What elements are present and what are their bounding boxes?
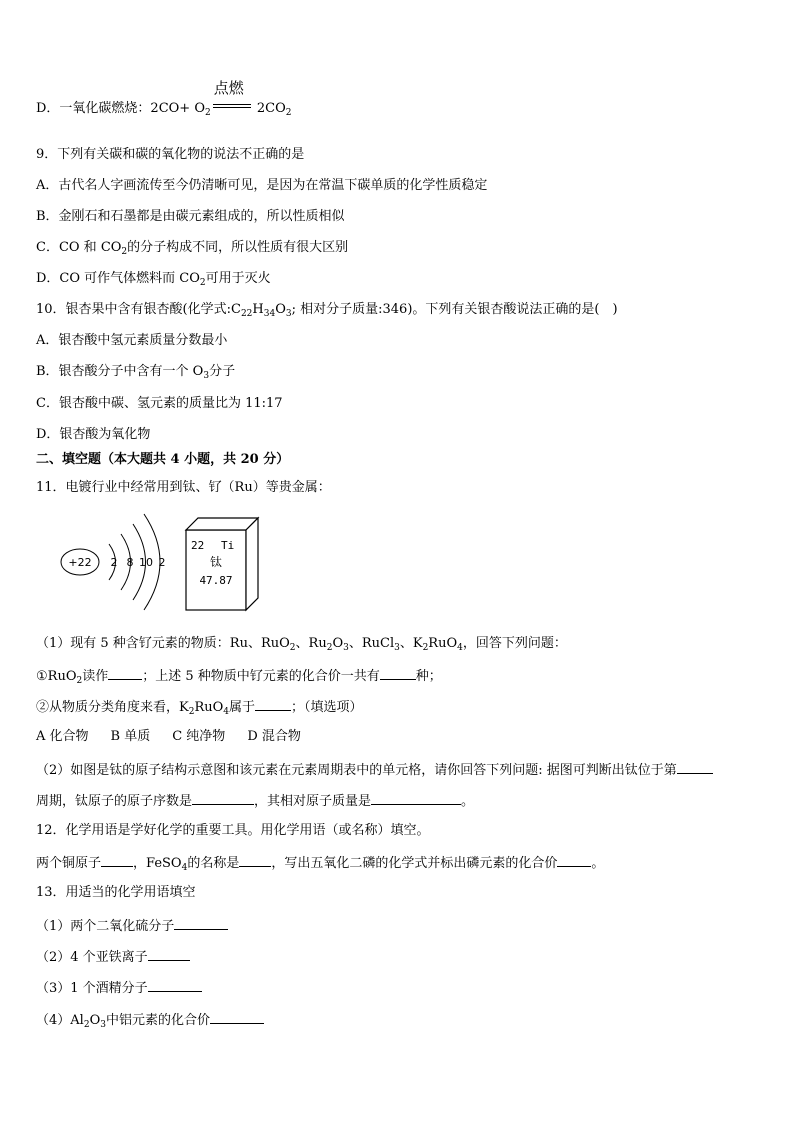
q11-part1-stem [36,636,567,652]
q10-option-c: C．银杏酸中碳、氢元素的质量比为 11:17 [36,396,283,411]
q10-option-b-text: 分子 [209,364,236,379]
answer-blank[interactable] [557,854,591,867]
q10-option-b-text: B．银杏酸分子中含有一个 O [36,364,204,379]
answer-blank[interactable] [148,979,202,992]
q11-part2-line1 [36,761,713,779]
subscript: 3 [203,371,210,381]
q8-product: 2CO [252,101,286,116]
q12-text: ，写出五氧化二磷的化学式并标出磷元素的化合价 [271,856,558,871]
option-b: B 单质 [110,729,151,744]
subscript: 3 [100,1020,106,1030]
subscript: 2 [83,1020,90,1030]
q13-item4 [36,1011,264,1029]
q11-subq2 [36,698,363,716]
q11-text: 。 [461,794,475,809]
q13-item2 [36,948,190,966]
q10-stem [36,302,618,318]
answer-blank[interactable] [148,948,190,961]
q13-text: （2）4 个亚铁离子 [36,950,148,965]
periodic-table-cell [186,518,258,610]
section-heading: 二、填空题（本大题共 4 小题，共 20 分） [36,452,290,467]
q12-text: ，FeSO [133,856,182,871]
reaction-condition: 点燃 [213,79,244,97]
q12-text: 。 [591,856,605,871]
q11-text: O [332,636,344,651]
answer-blank[interactable] [380,667,416,680]
option-d: D 混合物 [247,729,301,744]
q9-stem: 9．下列有关碳和碳的氧化物的说法不正确的是 [36,147,305,162]
subscript: 4 [223,707,230,717]
q11-text: 、Ru [295,636,327,651]
q10-option-d: D．银杏酸为氧化物 [36,427,151,442]
q11-text: RuO [194,700,224,715]
q11-text: ，回答下列问题： [462,636,567,651]
answer-blank[interactable] [108,667,142,680]
subscript: 34 [263,309,276,319]
q11-text: 、K [399,636,423,651]
q10-stem-text: ; 相对分子质量:346)。下列有关银杏酸说法正确的是( ) [291,302,618,317]
answer-blank[interactable] [192,792,254,805]
option-a: A 化合物 [36,729,89,744]
shell-electrons: 2 [110,556,118,569]
subscript: 2 [422,643,429,653]
subscript: 3 [285,309,292,319]
q11-subq1 [36,667,442,685]
q11-part2-line2 [36,792,474,810]
q9-option-d-text: D．CO 可作气体燃料而 CO [36,271,200,286]
answer-blank[interactable] [239,854,271,867]
answer-blank[interactable] [371,792,461,805]
q10-stem-text: 10．银杏果中含有银杏酸(化学式:C [36,302,241,317]
q13-stem: 13．用适当的化学用语填空 [36,885,196,900]
subscript: 22 [240,309,253,319]
q11-text: ②从物质分类角度来看，K [36,700,189,715]
atomic-mass: 47.87 [199,574,233,587]
shell-electrons: 2 [158,556,166,569]
q13-item3 [36,979,202,997]
q11-stem: 11．电镀行业中经常用到钛、钌（Ru）等贵金属： [36,480,331,495]
q13-text: （4）Al [36,1013,84,1028]
q11-text: （1）现有 5 种含钌元素的物质：Ru、RuO [36,636,290,651]
atomic-number: 22 [191,539,205,552]
answer-blank[interactable] [677,761,713,774]
subscript: 2 [199,278,206,288]
answer-blank[interactable] [174,917,228,930]
formula-part: H [252,302,264,317]
shell-electrons: 8 [126,556,134,569]
subscript: 2 [289,643,296,653]
q9-option-c-text: C．CO 和 CO [36,240,122,255]
q9-option-d [36,271,271,287]
q10-option-b [36,364,235,380]
q12-line [36,854,604,872]
q11-text: 读作 [82,669,109,684]
subscript: 2 [326,643,333,653]
q13-text: （1）两个二氧化硫分子 [36,919,175,934]
subscript: 2 [204,108,211,118]
q9-option-d-text: 可用于灭火 [205,271,271,286]
q12-stem: 12．化学用语是学好化学的重要工具。用化学用语（或名称）填空。 [36,823,430,838]
q13-text: O [89,1013,101,1028]
q13-text: （3）1 个酒精分子 [36,981,148,996]
subscript: 3 [343,643,349,653]
subscript: 3 [394,643,400,653]
subscript: 2 [76,676,83,686]
q9-option-a: A．古代名人字画流传至今仍清晰可见，是因为在常温下碳单质的化学性质稳定 [36,178,488,193]
answer-blank[interactable] [210,1011,264,1024]
q11-text: ，其相对原子质量是 [254,794,372,809]
q11-text: ①RuO [36,669,77,684]
q8-option-d [36,79,292,118]
q11-options [36,729,323,745]
shell-electrons: 10 [139,556,153,569]
reaction-condition-arrow [213,79,251,112]
q9-option-c [36,240,348,256]
q12-text: 两个铜原子 [36,856,102,871]
atom-structure-diagram [61,514,166,610]
q9-option-b: B．金刚石和石墨都是由碳元素组成的，所以性质相似 [36,209,345,224]
q9-option-c-text: 的分子构成不同，所以性质有很大区别 [127,240,349,255]
subscript: 4 [457,643,463,653]
subscript: 4 [181,863,188,873]
titanium-figure [56,510,286,620]
element-symbol: Ti [221,539,235,552]
answer-blank[interactable] [255,698,291,711]
q11-text: （2）如图是钛的原子结构示意图和该元素在元素周期表中的单元格，请你回答下列问题: 据图可判断出钛位于第 [36,763,677,778]
option-c: C 纯净物 [172,729,226,744]
answer-blank[interactable] [101,854,133,867]
q11-text: ；（填选项） [291,700,363,715]
nucleus-charge: +22 [68,556,92,569]
q11-text: 属于 [229,700,256,715]
q11-text: 种； [415,669,442,684]
q11-text: RuO [428,636,458,651]
q11-text: 、RuCl [348,636,395,651]
formula-part: O [275,302,286,317]
subscript: 2 [285,108,292,118]
q10-option-a: A．银杏酸中氢元素质量分数最小 [36,333,228,348]
q12-text: 的名称是 [187,856,240,871]
q11-text: 周期，钛原子的原子序数是 [36,794,193,809]
q11-text: ；上述 5 种物质中钌元素的化合价一共有 [142,669,380,684]
q13-item1 [36,917,228,935]
element-name: 钛 [209,555,223,569]
subscript: 2 [121,247,128,257]
q13-text: 中铝元素的化合价 [105,1013,210,1028]
q8-option-d-text: D．一氧化碳燃烧：2CO+ O [36,101,205,116]
subscript: 2 [188,707,195,717]
